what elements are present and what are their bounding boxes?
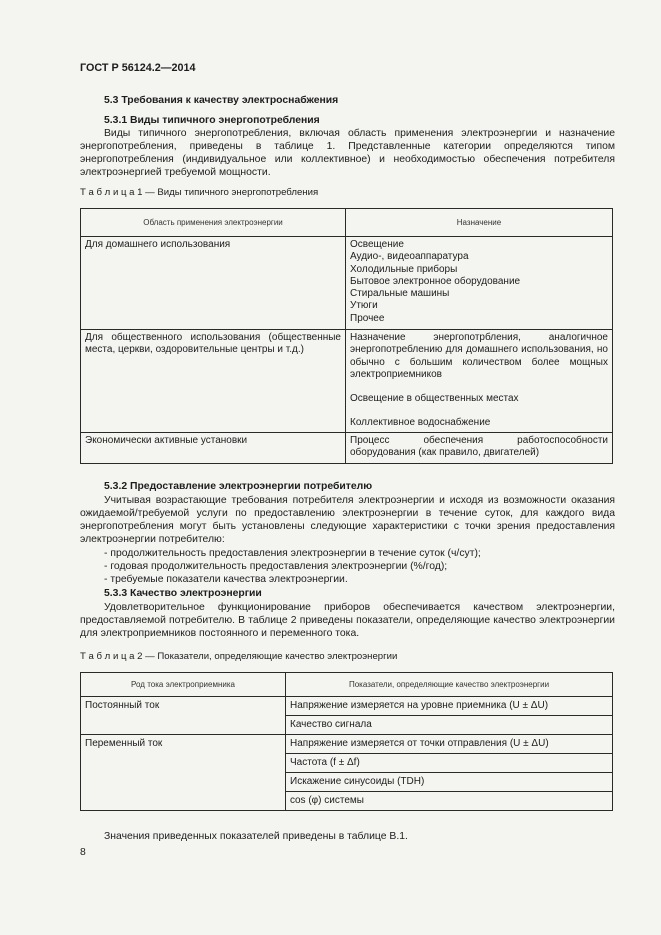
- list-item: - продолжительность предоставления электроэнергии в течение суток (ч/сут);: [104, 548, 481, 559]
- table1-cell-purpose: [346, 330, 613, 433]
- page-number: 8: [80, 847, 86, 858]
- table-row: [81, 237, 613, 330]
- table1-cell-area: Для домашнего использования: [81, 237, 346, 330]
- purpose-item: Утюги: [350, 300, 378, 312]
- list-item: - годовая продолжительность предоставления электроэнергии (%/год);: [104, 561, 448, 572]
- table-row: [81, 330, 613, 433]
- purpose-item: Коллективное водоснабжение: [350, 417, 491, 429]
- table2-cell-indicator: Искажение синусоиды (TDH): [286, 773, 613, 792]
- table2-cell-indicator: Напряжение измеряется от точки отправления (U ± ΔU): [286, 735, 613, 754]
- table2-header-indicators: Показатели, определяющие качество электроэнергии: [286, 673, 613, 697]
- table1-caption: Т а б л и ц а 1 — Виды типичного энергопотребления: [80, 187, 319, 198]
- list-5-3-2: [104, 547, 481, 586]
- table-row: [81, 697, 613, 716]
- purpose-item: Освещение в общественных местах: [350, 393, 519, 405]
- purpose-item: Освещение: [350, 239, 404, 250]
- section-5-3-3-heading: 5.3.3 Качество электроэнергии: [104, 588, 262, 599]
- paragraph-5-3-3: [80, 601, 615, 640]
- table1: [80, 208, 613, 464]
- table2-cell-indicator: cos (φ) системы: [286, 792, 613, 811]
- purpose-item: Прочее: [350, 312, 385, 324]
- table-row: [81, 735, 613, 754]
- section-5-3-1-heading: 5.3.1 Виды типичного энергопотребления: [104, 115, 320, 126]
- document-header: ГОСТ Р 56124.2—2014: [80, 62, 196, 74]
- table2-caption: Т а б л и ц а 2 — Показатели, определяющие качество электроэнергии: [80, 651, 398, 662]
- purpose-item: Аудио-, видеоаппаратура: [350, 251, 469, 263]
- table2-cell-dc-type: Постоянный ток: [81, 697, 286, 735]
- purpose-item: Холодильные приборы: [350, 263, 458, 275]
- section-5-3-heading: 5.3 Требования к качеству электроснабжения: [104, 95, 339, 106]
- table2: [80, 672, 613, 811]
- paragraph-5-3-1-text: Виды типичного энергопотребления, включая область применения электроэнергии и назначение энергопотребления, приведены в таблице 1. Представленные категории определяются типом энергопотребления (индивидуальное или коллективное) и необходимостью обеспечения потребителя электроэнергией требуемой мощности.: [80, 128, 615, 178]
- table1-cell-area: Экономически активные установки: [81, 432, 346, 463]
- paragraph-5-3-1: [80, 127, 615, 179]
- paragraph-5-3-3-text: Удовлетворительное функционирование приборов обеспечивается качеством электроэнергии, предоставляемой потребителю. В таблице 2 приведены показатели, определяющие качество электроэнергии для электроприемников постоянного и переменного тока.: [80, 602, 615, 639]
- closing-paragraph: Значения приведенных показателей приведены в таблице В.1.: [104, 831, 408, 842]
- table-row: [81, 432, 613, 463]
- table1-header-purpose: Назначение: [346, 209, 613, 237]
- table1-cell-purpose: Процесс обеспечения работоспособности оборудования (как правило, двигателей): [346, 432, 613, 463]
- paragraph-5-3-2: [80, 494, 615, 546]
- purpose-item: Назначение энергопотрбления, аналогичное энергопотреблению для домашнего использования, но обычно с большим количеством более мощных электроприемников: [350, 332, 608, 380]
- purpose-item: Стиральные машины: [350, 288, 450, 300]
- table2-cell-indicator: Напряжение измеряется на уровне приемника (U ± ΔU): [286, 697, 613, 716]
- table2-header-type: Род тока электроприемника: [81, 673, 286, 697]
- paragraph-5-3-2-text: Учитывая возрастающие требования потребителя электроэнергии и исходя из возможности оказания ожидаемой/требуемой услуги по предоставлению электроэнергии в течение суток, для каждого вида энергопотребления могут быть установлены следующие характеристики с точки зрения предоставления электроэнергии потребителю:: [80, 495, 615, 545]
- table2-cell-indicator: Частота (f ± Δf): [286, 754, 613, 773]
- table1-header-area: Область применения электроэнергии: [81, 209, 346, 237]
- table2-cell-ac-type: Переменный ток: [81, 735, 286, 811]
- table1-cell-area: Для общественного использования (общественные места, церкви, оздоровительные центры и т.д.): [81, 330, 346, 433]
- list-item: - требуемые показатели качества электроэнергии.: [104, 574, 348, 585]
- table1-cell-purpose: [346, 237, 613, 330]
- section-5-3-2-heading: 5.3.2 Предоставление электроэнергии потребителю: [104, 481, 373, 492]
- purpose-item: Бытовое электронное оборудование: [350, 275, 521, 287]
- table2-cell-indicator: Качество сигнала: [286, 716, 613, 735]
